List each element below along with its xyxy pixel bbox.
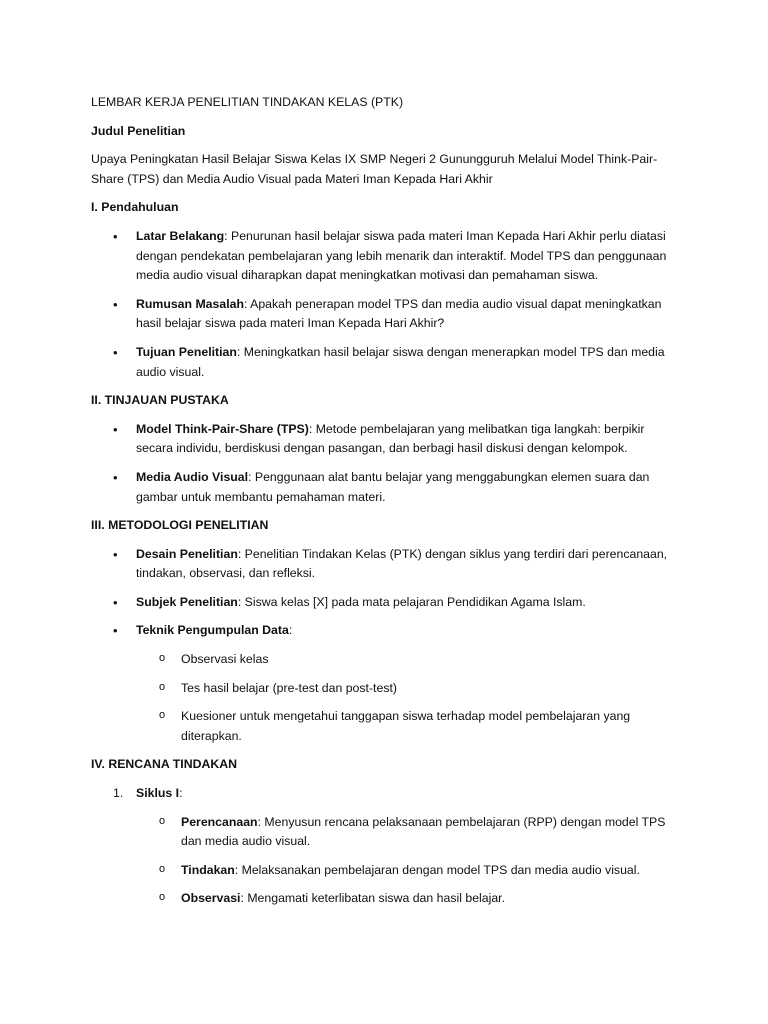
list-item-tujuan-penelitian [91, 343, 679, 382]
item-text: : Mengamati keterlibatan siswa dan hasil belajar. [240, 891, 506, 906]
list-item-latar-belakang [91, 227, 679, 286]
metodologi-list [91, 545, 679, 747]
section-pendahuluan-heading: I. Pendahuluan [91, 200, 179, 215]
item-lead: Subjek Penelitian [136, 594, 238, 609]
list-item-siklus-1 [91, 784, 679, 909]
document-title: LEMBAR KERJA PENELITIAN TINDAKAN KELAS (PTK) [91, 95, 404, 109]
document-body [91, 93, 679, 918]
item-text: : Menyusun rencana pelaksanaan pembelajaran (RPP) dengan model TPS dan media audio visual. [181, 814, 666, 849]
list-item-media-audio-visual [91, 468, 679, 507]
list-item-subjek-penelitian [91, 593, 679, 613]
siklus-1-sublist [136, 813, 679, 909]
sublist-item-observasi-kelas: o Observasi kelas [136, 650, 679, 670]
item-text: : [288, 623, 293, 638]
tinjauan-pustaka-list [91, 420, 679, 507]
rencana-tindakan-list [91, 784, 679, 909]
teknik-pengumpulan-sublist [136, 650, 679, 746]
item-lead: Media Audio Visual [136, 469, 249, 484]
list-item-teknik-pengumpulan-data [91, 621, 679, 746]
sublist-item-kuesioner: o Kuesioner untuk mengetahui tanggapan siswa terhadap model pembelajaran yang diterapkan. [136, 707, 679, 746]
list-item-model-tps [91, 420, 679, 459]
sublist-item-observasi [136, 889, 679, 909]
item-lead: Rumusan Masalah [136, 296, 244, 311]
item-lead: Tujuan Penelitian [136, 344, 237, 359]
pendahuluan-list [91, 227, 679, 382]
item-text: : Metode pembelajaran yang melibatkan tiga langkah: berpikir secara individu, berdiskusi dengan pasangan, dan berbagi hasil diskusi dengan kelompok. [136, 421, 645, 456]
judul-heading: Judul Penelitian [91, 123, 186, 138]
item-text: : Meningkatkan hasil belajar siswa dengan menerapkan model TPS dan media audio visual. [136, 344, 665, 379]
sublist-item-tes-hasil-belajar: o Tes hasil belajar (pre-test dan post-test) [136, 679, 679, 699]
item-text: : Penelitian Tindakan Kelas (PTK) dengan siklus yang terdiri dari perencanaan, tindakan, observasi, dan refleksi. [136, 546, 668, 581]
item-lead: Desain Penelitian [136, 546, 238, 561]
item-lead: Siklus I [136, 786, 180, 801]
item-text: : Siswa kelas [X] pada mata pelajaran Pendidikan Agama Islam. [237, 594, 586, 609]
sublist-item-tindakan [136, 861, 679, 881]
list-item-desain-penelitian [91, 545, 679, 584]
item-text: : Melaksanakan pembelajaran dengan model TPS dan media audio visual. [234, 862, 640, 877]
list-item-rumusan-masalah [91, 295, 679, 334]
item-lead: Tindakan [181, 862, 235, 877]
section-tinjauan-pustaka-heading: II. TINJAUAN PUSTAKA [91, 393, 229, 408]
item-text: : Penggunaan alat bantu belajar yang menggabungkan elemen suara dan gambar untuk membantu pemahaman materi. [136, 469, 650, 504]
judul-text: Upaya Peningkatan Hasil Belajar Siswa Kelas IX SMP Negeri 2 Gunungguruh Melalui Model Think-Pair-Share (TPS) dan Media Audio Visual pada Materi Iman Kepada Hari Akhir [91, 152, 658, 186]
item-lead-suffix: : [179, 786, 183, 801]
item-text: : Penurunan hasil belajar siswa pada materi Iman Kepada Hari Akhir perlu diatasi dengan pendekatan pembelajaran yang lebih menarik dan interaktif. Model TPS dan penggunaan media audio visual diharapkan dapat meningkatkan motivasi dan pemahaman siswa. [136, 228, 667, 283]
section-rencana-tindakan-heading: IV. RENCANA TINDAKAN [91, 757, 237, 772]
item-lead: Latar Belakang [136, 228, 225, 243]
item-lead: Model Think-Pair-Share (TPS) [136, 421, 309, 436]
section-metodologi-heading: III. METODOLOGI PENELITIAN [91, 518, 269, 533]
list-number: 1. [113, 786, 124, 801]
sublist-item-perencanaan [136, 813, 679, 852]
item-lead: Observasi [181, 891, 241, 906]
item-lead: Teknik Pengumpulan Data [136, 623, 289, 638]
item-lead: Perencanaan [181, 814, 258, 829]
item-text: : Apakah penerapan model TPS dan media audio visual dapat meningkatkan hasil belajar siswa pada materi Iman Kepada Hari Akhir? [136, 296, 662, 331]
